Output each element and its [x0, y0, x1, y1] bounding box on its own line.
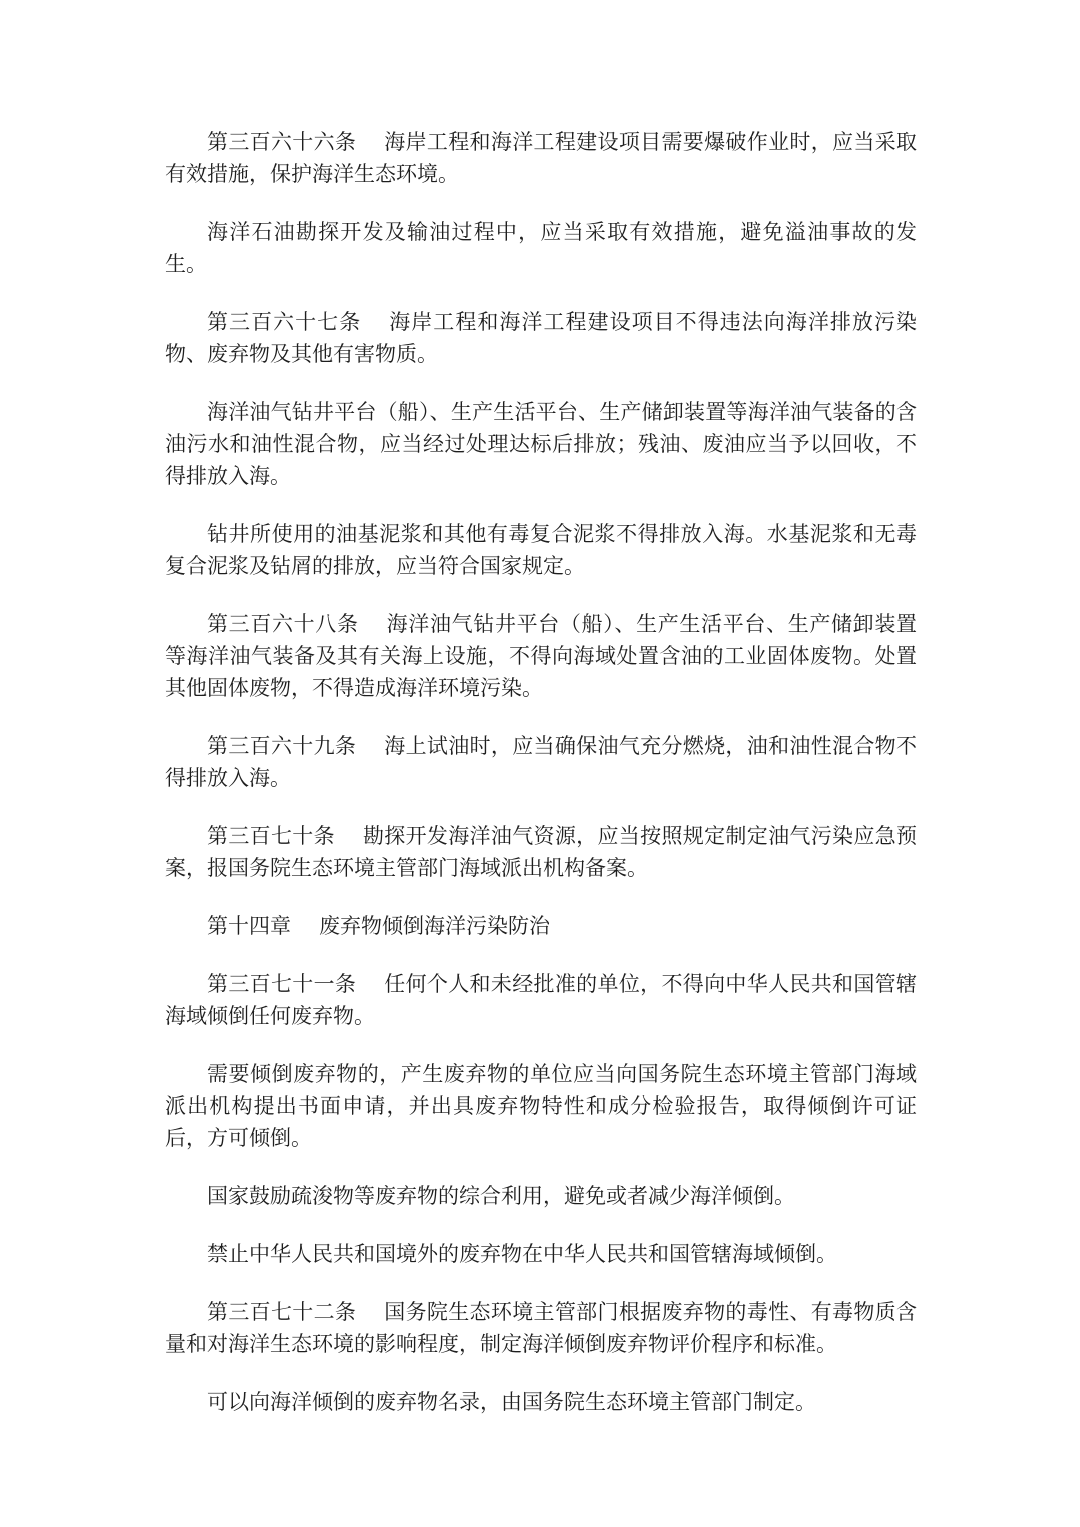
article-number: 第三百七十一条 [207, 972, 357, 996]
paragraph-367 [165, 306, 917, 370]
paragraph [165, 216, 917, 280]
paragraph-text: 任何个人和未经批准的单位，不得向中华人民共和国管辖海域倾倒任何废弃物。 [165, 972, 918, 1028]
article-number: 第三百七十二条 [207, 1300, 357, 1324]
paragraph-text: 勘探开发海洋油气资源，应当按照规定制定油气污染应急预案，报国务院生态环境主管部门海域派出机构备案。 [165, 824, 917, 880]
paragraph-text: 海岸工程和海洋工程建设项目不得违法向海洋排放污染物、废弃物及其他有害物质。 [165, 310, 917, 366]
document-body [165, 126, 917, 1444]
paragraph [165, 1180, 917, 1212]
paragraph [165, 396, 917, 492]
paragraph-text: 禁止中华人民共和国境外的废弃物在中华人民共和国管辖海域倾倒。 [207, 1242, 837, 1266]
article-number: 第三百七十条 [207, 824, 335, 848]
paragraph-372 [165, 1296, 917, 1360]
chapter-heading [165, 910, 917, 942]
paragraph-text: 需要倾倒废弃物的，产生废弃物的单位应当向国务院生态环境主管部门海域派出机构提出书面申请，并出具废弃物特性和成分检验报告，取得倾倒许可证后，方可倾倒。 [165, 1062, 917, 1150]
paragraph-371 [165, 968, 917, 1032]
paragraph-text: 海岸工程和海洋工程建设项目需要爆破作业时，应当采取有效措施，保护海洋生态环境。 [165, 130, 918, 186]
paragraph-text: 可以向海洋倾倒的废弃物名录，由国务院生态环境主管部门制定。 [207, 1390, 816, 1414]
chapter-title: 废弃物倾倒海洋污染防治 [319, 914, 550, 938]
paragraph [165, 1386, 917, 1418]
paragraph [165, 1238, 917, 1270]
paragraph [165, 1058, 917, 1154]
paragraph-text: 钻井所使用的油基泥浆和其他有毒复合泥浆不得排放入海。水基泥浆和无毒复合泥浆及钻屑的排放，应当符合国家规定。 [165, 522, 917, 578]
paragraph-370 [165, 820, 917, 884]
article-number: 第三百六十九条 [207, 734, 357, 758]
paragraph-368 [165, 608, 917, 704]
article-number: 第三百六十七条 [207, 310, 362, 334]
paragraph-text: 海洋油气钻井平台（船）、生产生活平台、生产储卸装置等海洋油气装备及其有关海上设施，不得向海域处置含油的工业固体废物。处置其他固体废物，不得造成海洋环境污染。 [165, 612, 918, 700]
paragraph-text: 国家鼓励疏浚物等废弃物的综合利用，避免或者减少海洋倾倒。 [207, 1184, 795, 1208]
paragraph-366 [165, 126, 917, 190]
article-number: 第三百六十八条 [207, 612, 359, 636]
paragraph [165, 518, 917, 582]
paragraph-369 [165, 730, 917, 794]
paragraph-text: 海上试油时，应当确保油气充分燃烧，油和油性混合物不得排放入海。 [165, 734, 918, 790]
article-number: 第三百六十六条 [207, 130, 357, 154]
paragraph-text: 海洋石油勘探开发及输油过程中，应当采取有效措施，避免溢油事故的发生。 [165, 220, 917, 276]
paragraph-text: 国务院生态环境主管部门根据废弃物的毒性、有毒物质含量和对海洋生态环境的影响程度，制定海洋倾倒废弃物评价程序和标准。 [165, 1300, 918, 1356]
chapter-number: 第十四章 [207, 914, 291, 938]
paragraph-text: 海洋油气钻井平台（船）、生产生活平台、生产储卸装置等海洋油气装备的含油污水和油性混合物，应当经过处理达标后排放；残油、废油应当予以回收，不得排放入海。 [165, 400, 917, 488]
